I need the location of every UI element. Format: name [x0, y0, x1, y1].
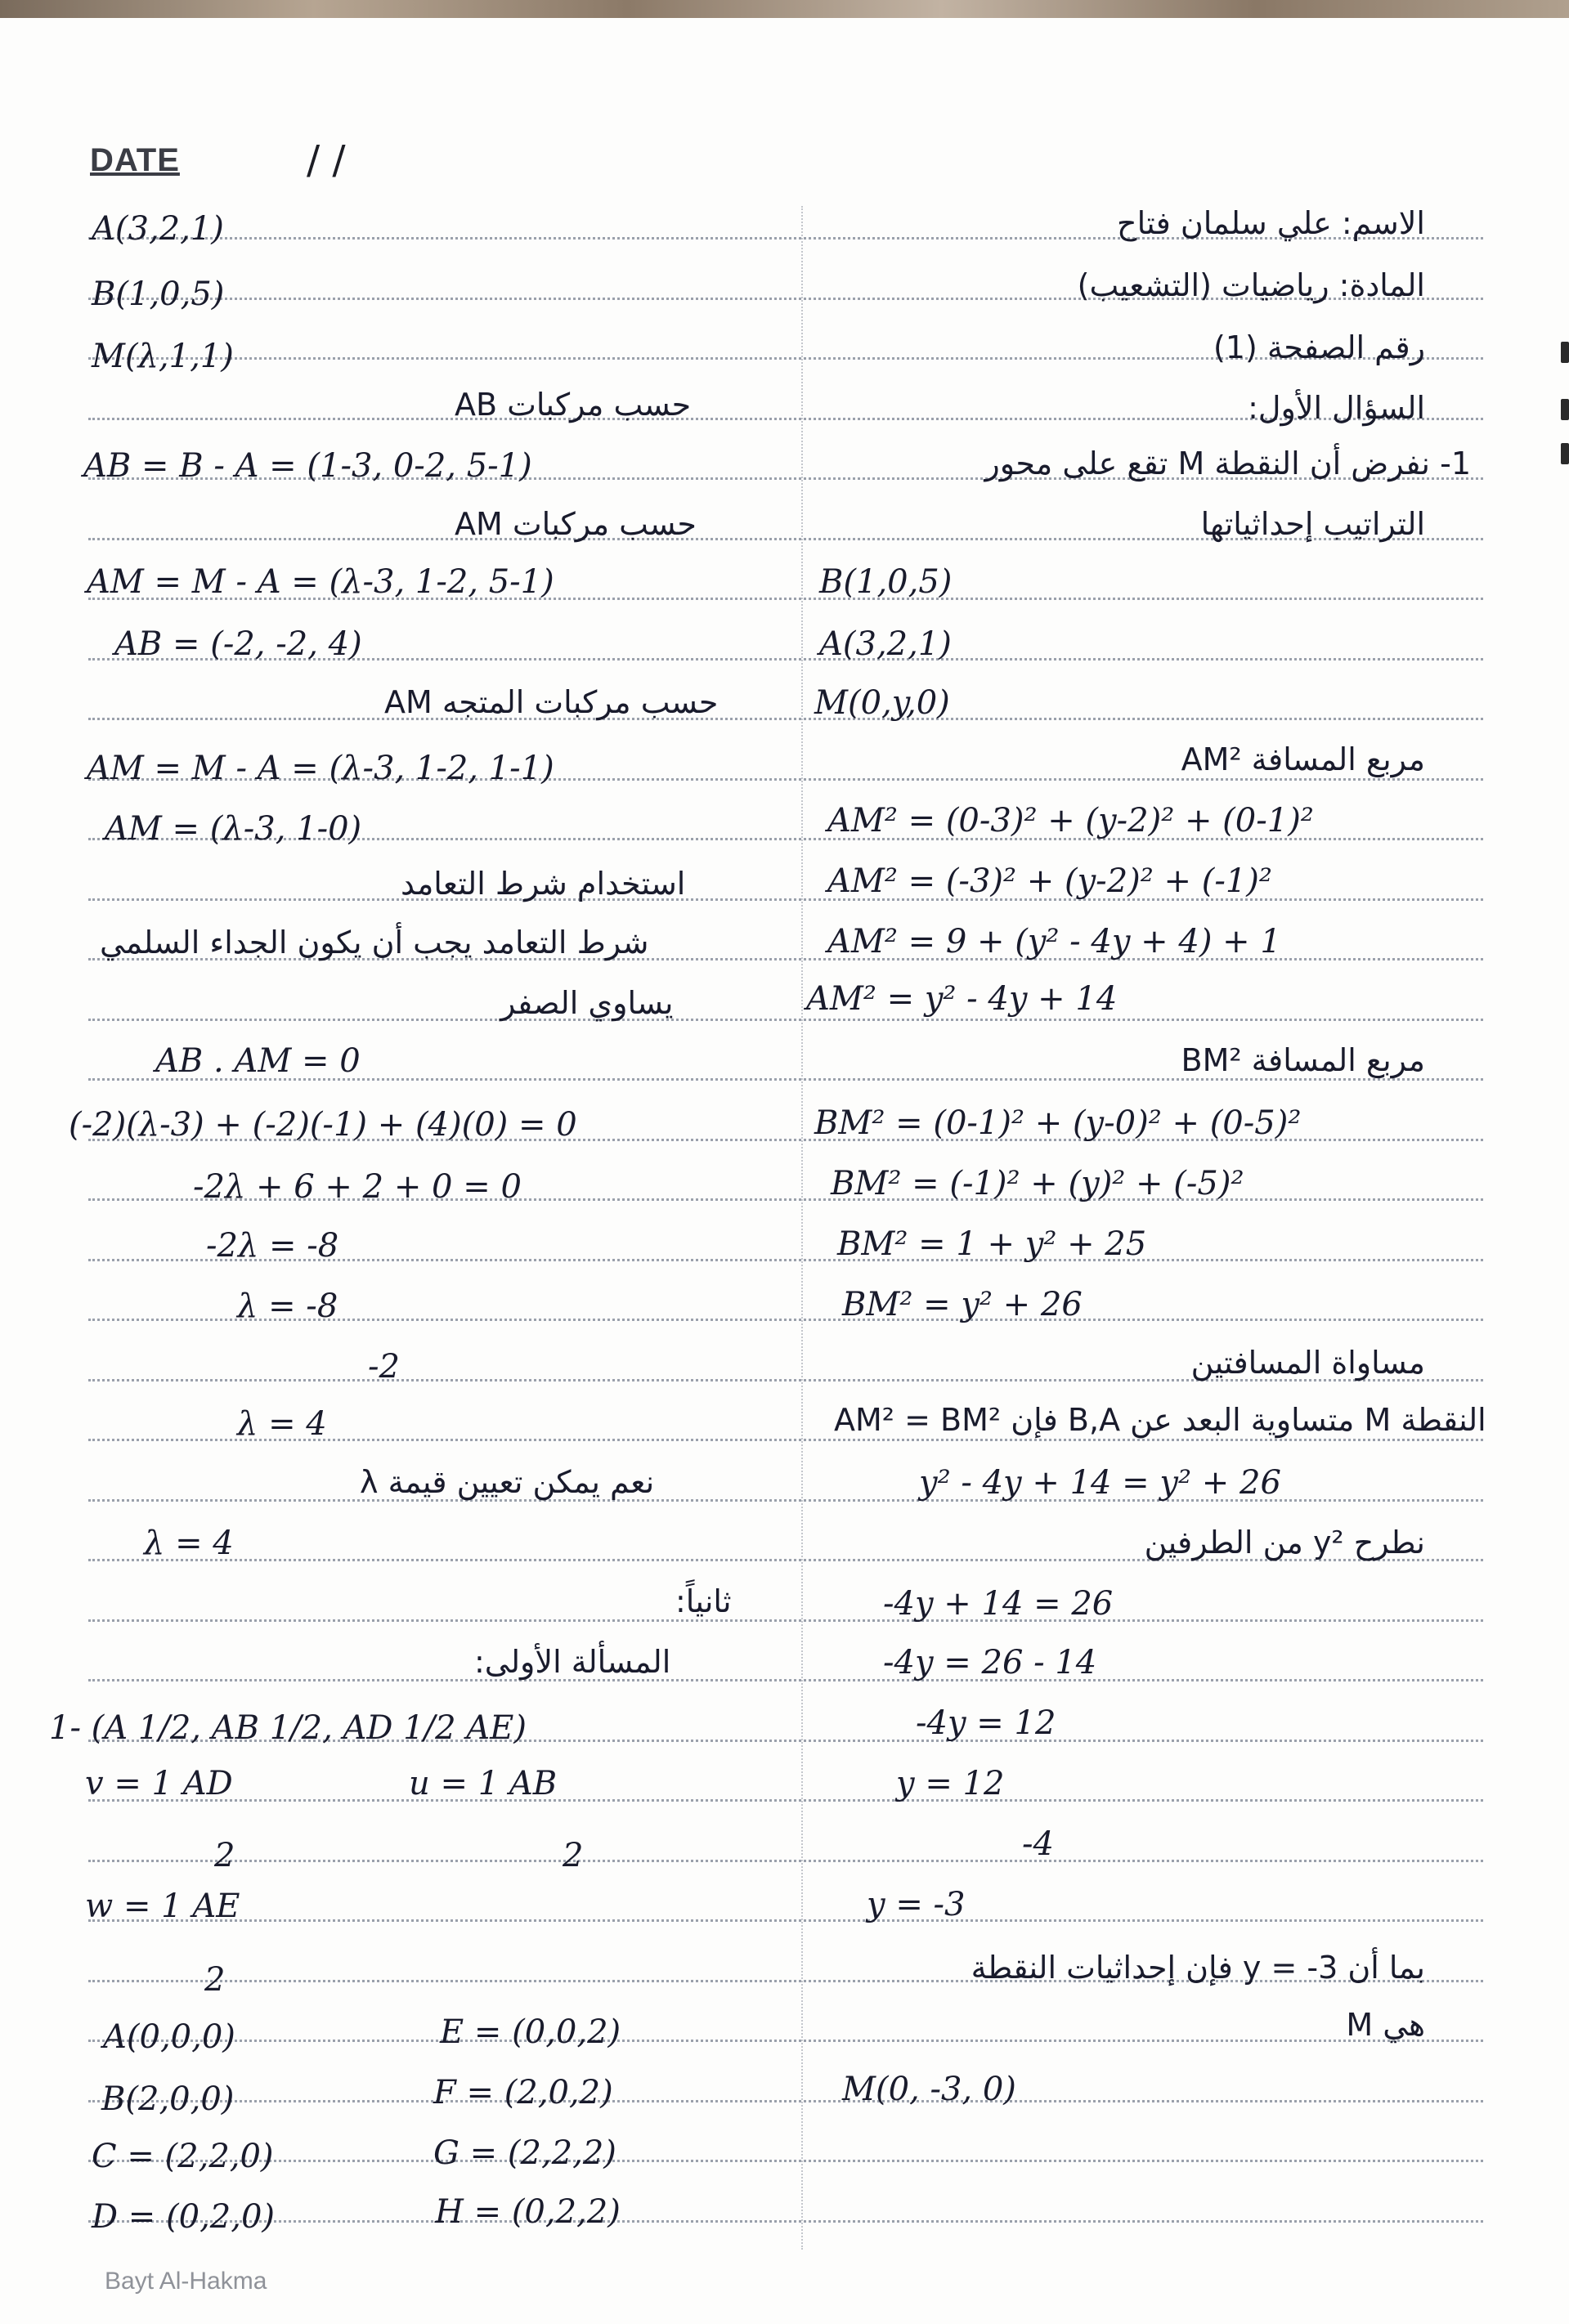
ruled-line — [88, 1019, 1483, 1021]
date-slashes: / / — [307, 137, 346, 183]
v-denominator: 2 — [214, 1837, 235, 1874]
w-denominator: 2 — [204, 1961, 226, 1999]
ruled-line — [88, 2220, 1483, 2223]
question-one-heading: السؤال الأول: — [1248, 390, 1425, 426]
given-point-b: B(1,0,5) — [819, 563, 953, 601]
ruled-line — [88, 898, 1483, 901]
margin-mark — [1561, 399, 1569, 420]
date-label: DATE — [90, 142, 180, 178]
page-number: رقم الصفحة (1) — [1213, 329, 1425, 365]
margin-mark — [1561, 342, 1569, 363]
lambda-final: λ = 4 — [144, 1525, 234, 1562]
y-result: y = -3 — [867, 1886, 966, 1923]
am-squared-2: AM² = (-3)² + (y-2)² + (-1)² — [827, 862, 1272, 900]
simplified-equation: -2λ + 6 + 2 + 0 = 0 — [193, 1168, 522, 1206]
orthogonality-heading: استخدام شرط التعامد — [401, 866, 686, 902]
lambda-equation: -2λ = -8 — [206, 1227, 339, 1265]
student-name: الاسم: علي سلمان فتاح — [1117, 205, 1425, 241]
heading-am-components: حسب مركبات AM — [455, 506, 697, 542]
coordinates-label: التراتيب إحداثياتها — [1200, 506, 1425, 542]
ruled-line — [88, 1860, 1483, 1862]
ab-formula: AB = B - A = (1-3, 0-2, 5-1) — [83, 447, 532, 485]
top-edge-strip — [0, 0, 1569, 18]
ruled-line — [88, 1919, 1483, 1922]
equals-zero-text: يساوي الصفر — [500, 985, 674, 1021]
subtract-heading: نطرح y² من الطرفين — [1144, 1525, 1425, 1561]
section-secondly: ثانياً: — [675, 1583, 732, 1619]
ruled-line — [88, 2100, 1483, 2102]
bm-squared-2: BM² = (-1)² + (y)² + (-5)² — [831, 1165, 1244, 1202]
point-b: B(1,0,5) — [92, 275, 225, 313]
vertex-f: F = (2,0,2) — [433, 2074, 613, 2111]
lambda-fraction-numerator: λ = -8 — [237, 1287, 338, 1325]
point-m: M(λ,1,1) — [92, 338, 234, 375]
am-formula: AM = M - A = (λ-3, 1-2, 5-1) — [87, 563, 554, 601]
heading-am-vector: حسب مركبات المتجه AM — [384, 684, 719, 720]
ruled-line — [88, 1799, 1483, 1802]
point-a: A(3,2,1) — [92, 210, 224, 248]
final-point-m: M(0, -3, 0) — [842, 2071, 1016, 2108]
vector-u-definition: u = 1 AB — [409, 1765, 558, 1802]
ruled-line — [88, 2160, 1483, 2162]
heading-ab-components: حسب مركبات AB — [455, 387, 692, 423]
conclusion-point-label: M هي — [1346, 2007, 1425, 2043]
given-point-a: A(3,2,1) — [819, 625, 952, 663]
expanded-equation: (-2)(λ-3) + (-2)(-1) + (4)(0) = 0 — [69, 1106, 577, 1144]
vertex-c: C = (2,2,0) — [92, 2138, 274, 2175]
am-squared-result: AM² = y² - 4y + 14 — [806, 980, 1118, 1018]
am-formula-2: AM = M - A = (λ-3, 1-2, 1-1) — [87, 750, 554, 787]
vertex-a: A(0,0,0) — [103, 2018, 235, 2056]
y-fraction-numerator: y = 12 — [896, 1765, 1005, 1802]
publisher-brand: Bayt Al-Hakma — [105, 2268, 267, 2295]
assumption-line: 1- نفرض أن النقطة M تقع على محور — [984, 446, 1471, 481]
bm-squared-result: BM² = y² + 26 — [842, 1286, 1083, 1323]
subject: المادة: رياضيات (التشعيب) — [1077, 267, 1425, 303]
orthogonality-condition: شرط التعامد يجب أن يكون الجداء السلمي — [100, 925, 649, 960]
ruled-line — [88, 718, 1483, 720]
lambda-result: λ = 4 — [237, 1405, 327, 1443]
equate-distances-heading: مساواة المسافتين — [1190, 1345, 1425, 1381]
vertex-h: H = (0,2,2) — [435, 2193, 621, 2231]
y-fraction-denominator: -4 — [1022, 1825, 1054, 1863]
vertex-e: E = (0,0,2) — [440, 2013, 621, 2051]
ab-vector: AB = (-2, -2, 4) — [114, 625, 362, 663]
am-squared-3: AM² = 9 + (y² - 4y + 4) + 1 — [827, 923, 1281, 960]
margin-mark — [1561, 443, 1569, 464]
equation-set: y² - 4y + 14 = y² + 26 — [919, 1464, 1281, 1502]
bm-squared-3: BM² = 1 + y² + 25 — [837, 1225, 1147, 1263]
ruled-line — [88, 2040, 1483, 2042]
notebook-page — [0, 18, 1569, 2324]
conclusion-line: بما أن y = -3 فإن إحداثيات النقطة — [971, 1950, 1425, 1986]
vector-v-definition: v = 1 AD — [85, 1765, 233, 1802]
equation-step-1: -4y + 14 = 26 — [883, 1585, 1114, 1623]
vertex-b: B(2,0,0) — [101, 2080, 235, 2118]
vector-w-definition: w = 1 AE — [85, 1887, 240, 1925]
problem-statement: 1- (A 1/2, AB 1/2, AD 1/2 AE) — [49, 1709, 527, 1747]
bm-squared-1: BM² = (0-1)² + (y-0)² + (0-5)² — [814, 1104, 1302, 1142]
vertex-g: G = (2,2,2) — [433, 2134, 616, 2172]
equation-step-3: -4y = 12 — [916, 1704, 1056, 1742]
ruled-line — [88, 1679, 1483, 1681]
ruled-line — [88, 1619, 1483, 1622]
bm-squared-heading: مربع المسافة BM² — [1181, 1042, 1425, 1078]
am-vector: AM = (λ-3, 1-0) — [105, 810, 362, 848]
first-problem-heading: المسألة الأولى: — [474, 1644, 671, 1680]
lambda-fraction-denominator: -2 — [368, 1348, 400, 1386]
equidistant-statement: النقطة M متساوية البعد عن B,A فإن AM² = BM² — [834, 1402, 1486, 1438]
am-squared-1: AM² = (0-3)² + (y-2)² + (0-1)² — [827, 802, 1314, 840]
vertex-d: D = (0,2,0) — [92, 2198, 276, 2236]
lambda-conclusion: نعم يمكن تعيين قيمة λ — [360, 1464, 655, 1500]
column-divider — [801, 206, 803, 2250]
point-m-on-y-axis: M(0,y,0) — [814, 684, 950, 722]
u-denominator: 2 — [563, 1837, 584, 1874]
am-squared-heading: مربع المسافة AM² — [1181, 741, 1425, 777]
equation-step-2: -4y = 26 - 14 — [883, 1644, 1097, 1681]
dot-product-equation: AB . AM = 0 — [155, 1042, 361, 1080]
